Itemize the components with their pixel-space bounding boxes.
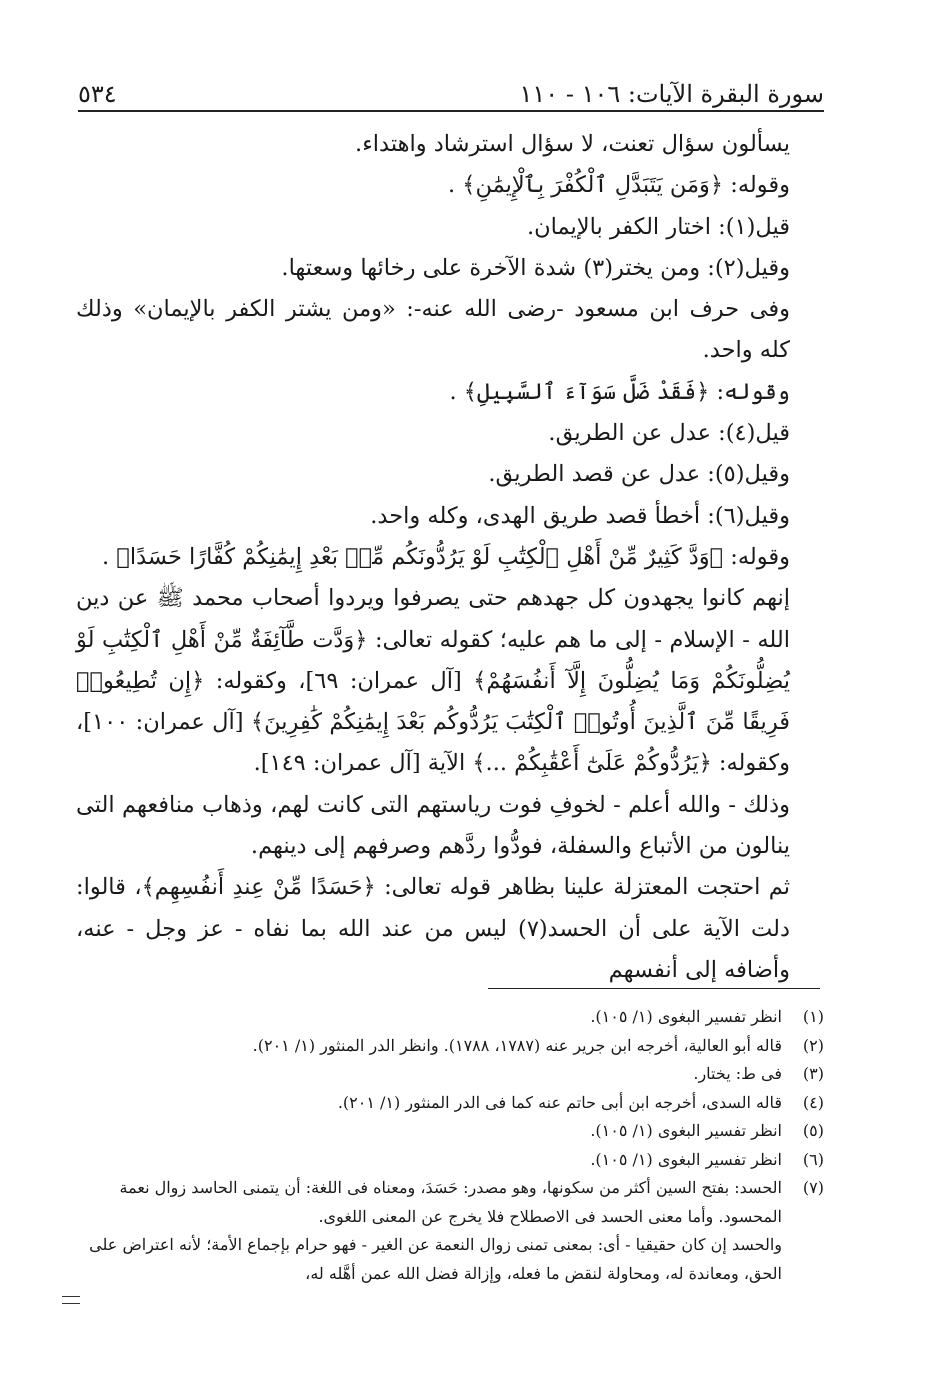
- header-rule: [78, 110, 824, 112]
- quran-verse-line: وقوله: ﴿وَمَن يَتَبَدَّلِ ٱلْكُفْرَ بِٱلْإِيمَٰنِ﴾ .: [447, 172, 790, 199]
- footnote: [86, 1089, 824, 1118]
- footnote: [86, 1146, 824, 1175]
- running-title: سورة البقرة الآيات: ١٠٦ - ١١٠: [519, 80, 824, 108]
- footnote: [86, 1174, 824, 1231]
- quran-verse-line: وقوله: ﴿فَقَدْ ضَلَّ سَوَآءَ ٱلسَّبِيلِ﴾ .: [449, 378, 790, 405]
- paragraph: وذلك - والله أعلم - لخوفِ فوت رياستهم التى كانت لهم، وذهاب منافعهم التى ينالون من الأتباع والسفلة، فودُّوا ردَّهم وصرفهم إلى دينهم.: [76, 791, 790, 860]
- text-line: يسألون سؤال تعنت، لا سؤال استرشاد واهتداء.: [355, 131, 790, 157]
- footnote-number: (٧): [802, 1178, 824, 1197]
- footnote-text: قاله أبو العالية، أخرجه ابن جرير عنه (١٧٨٧، ١٧٨٨). وانظر الدر المنثور (١/ ٢٠١).: [252, 1035, 782, 1055]
- text-line: قيل(٤): عدل عن الطريق.: [548, 420, 790, 447]
- footnote-continuation: والحسد إن كان حقيقيا - أى: بمعنى تمنى زوال النعمة عن الغير - فهو حرام بإجماع الأمة؛ لأنه اعتراض على الحق، ومعاندة له، ومحاولة لنقض ما فعله، وإزالة فضل الله عمن أهَّله له،: [89, 1235, 782, 1283]
- footnote-text: انظر تفسير البغوى (١/ ١٠٥).: [590, 1149, 782, 1169]
- footnote-text: فى ط: يختار.: [693, 1064, 782, 1083]
- text-line: وقيل(٢): ومن يختر(٣) شدة الآخرة على رخائها وسعتها.: [281, 254, 790, 281]
- footnote-number: (١): [802, 1007, 824, 1026]
- footnote-text: الحسد: بفتح السين أكثر من سكونها، وهو مصدر: حَسَدَ، ومعناه فى اللغة: أن يتمنى الحاسد زوال نعمة المحسود. وأما معنى الحسد فى الاصطلاح فلا يخرج عن المعنى اللغوى.: [119, 1178, 782, 1226]
- text-line: وقيل(٥): عدل عن قصد الطريق.: [488, 461, 790, 488]
- margin-mark: [62, 1296, 80, 1304]
- quran-verse-line: وقوله: ﴿وَدَّ كَثِيرٌ مِّنْ أَهْلِ ٱلْكِتَٰبِ لَوْ يَرُدُّونَكُم مِّنۢ بَعْدِ إِيمَٰنِكُمْ كُفَّارًا حَسَدًا﴾ .: [102, 543, 790, 570]
- footnote-number: (٢): [802, 1035, 824, 1055]
- footnote-text: انظر تفسير البغوى (١/ ١٠٥).: [590, 1121, 782, 1140]
- paragraph: ثم احتجت المعتزلة علينا بظاهر قوله تعالى: ﴿حَسَدًا مِّنْ عِندِ أَنفُسِهِم﴾، قالوا: دلت الآية على أن الحسد(٧) ليس من عند الله بما نفاه - عز وجل - عنه، وأضافه إلى أنفسهم: [76, 874, 790, 983]
- footnote-number: (٦): [802, 1149, 824, 1169]
- footnote-number: (٣): [802, 1064, 824, 1083]
- footnotes: [86, 1003, 824, 1288]
- paragraph: وفى حرف ابن مسعود -رضى الله عنه-: «ومن يشتر الكفر بالإيمان» وذلك كله واحد.: [76, 296, 791, 364]
- page-header: [78, 66, 824, 106]
- footnote: [86, 1117, 824, 1146]
- footnote-separator: [488, 988, 820, 989]
- footnote: [86, 1060, 824, 1089]
- footnote-number: (٤): [802, 1092, 824, 1112]
- text-line: وقيل(٦): أخطأ قصد طريق الهدى، وكله واحد.: [370, 502, 790, 529]
- footnote: [86, 1003, 824, 1032]
- main-text: [76, 124, 820, 991]
- page-number: ٥٣٤: [78, 80, 117, 108]
- paragraph: إنهم كانوا يجهدون كل جهدهم حتى يصرفوا ويردوا أصحاب محمد ﷺ عن دين الله - الإسلام - إلى ما هم عليه؛ كقوله تعالى: ﴿وَدَّت طَّآئِفَةٌ مِّنْ أَهْلِ ٱلْكِتَٰبِ لَوْ يُضِلُّونَكُمْ وَمَا يُضِلُّونَ إِلَّآ أَنفُسَهُمْ﴾ [آل عمران: ٦٩]، وكقوله: ﴿إِن تُطِيعُوا۟ فَرِيقًا مِّنَ ٱلَّذِينَ أُوتُوا۟ ٱلْكِتَٰبَ يَرُدُّوكُم بَعْدَ إِيمَٰنِكُمْ كَٰفِرِينَ﴾ [آل عمران: ١٠٠]، وكقوله: ﴿يَرُدُّوكُمْ عَلَىٰٓ أَعْقَٰبِكُمْ ...﴾ الآية [آل عمران: ١٤٩].: [76, 585, 791, 777]
- footnote-text: قاله السدى، أخرجه ابن أبى حاتم عنه كما فى الدر المنثور (١/ ٢٠١).: [337, 1092, 782, 1112]
- text-line: قيل(١): اختار الكفر بالإيمان.: [526, 213, 790, 240]
- footnote-number: (٥): [802, 1121, 824, 1140]
- footnote-text: انظر تفسير البغوى (١/ ١٠٥).: [590, 1007, 782, 1026]
- footnote: [86, 1032, 824, 1061]
